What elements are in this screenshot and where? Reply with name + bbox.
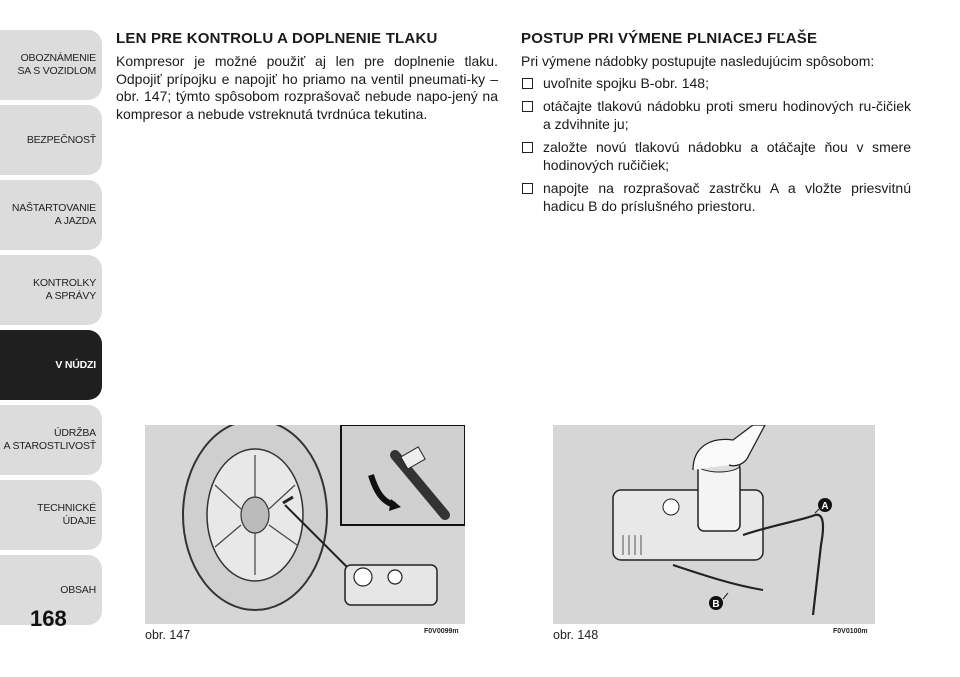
- tab-oboznamenie[interactable]: OBOZNÁMENIE SA S VOZIDLOM: [0, 30, 102, 100]
- tab-technicke-udaje[interactable]: TECHNICKÉ ÚDAJE: [0, 480, 102, 550]
- label-b: B: [712, 599, 720, 610]
- section-intro: Pri výmene nádobky postupujte nasledujúcim spôsobom:: [521, 53, 875, 69]
- bottle-replacement-illustration: [553, 425, 875, 624]
- tab-kontrolky[interactable]: KONTROLKY A SPRÁVY: [0, 255, 102, 325]
- right-section: [521, 30, 911, 221]
- tab-udrzba[interactable]: ÚDRŽBA A STAROSTLIVOSŤ: [0, 405, 102, 475]
- figure-147-code: F0V0099m: [424, 628, 459, 635]
- tab-v-nudzi[interactable]: V NÚDZI: [0, 330, 102, 400]
- tab-nastartovanie[interactable]: NAŠTARTOVANIE A JAZDA: [0, 180, 102, 250]
- section-title-pressure: LEN PRE KONTROLU A DOPLNENIE TLAKU: [116, 30, 438, 47]
- steps-list: [521, 75, 911, 216]
- step-item: otáčajte tlakovú nádobku proti smeru hodinových ru-čičiek a zdvihnite ju;: [521, 98, 911, 133]
- figure-147-illustration: [145, 425, 465, 624]
- step-item: napojte na rozprašovač zastrčku A a vložte priesvitnú hadicu B do príslušného priestoru.: [521, 180, 911, 215]
- figure-148-code: F0V0100m: [833, 628, 868, 635]
- step-item: uvoľnite spojku B-obr. 148;: [521, 75, 911, 93]
- tire-compressor-illustration: [145, 425, 465, 624]
- tab-bezpecnost[interactable]: BEZPEČNOSŤ: [0, 105, 102, 175]
- page-number: 168: [30, 606, 67, 631]
- figure-148-caption: obr. 148: [553, 628, 599, 642]
- figure-148-illustration: [553, 425, 875, 624]
- section-text-pressure: Kompresor je možné použiť aj len pre doplnenie tlaku. Odpojiť prípojku e napojiť ho priamo na ventil pneumati-ky – obr. 147; týmto spôsobom rozprašovač nebude napo-jený na kompresor a nebude vstreknutá tvrdnúca tekutina.: [116, 53, 498, 122]
- section-title-bottle: POSTUP PRI VÝMENE PLNIACEJ FĽAŠE: [521, 30, 818, 47]
- label-a: A: [821, 501, 829, 512]
- tab-obsah[interactable]: OBSAH: [0, 555, 102, 625]
- step-item: založte novú tlakovú nádobku a otáčajte ňou v smere hodinových ručičiek;: [521, 139, 911, 174]
- figure-147-caption: obr. 147: [145, 628, 191, 642]
- left-section: [116, 30, 498, 123]
